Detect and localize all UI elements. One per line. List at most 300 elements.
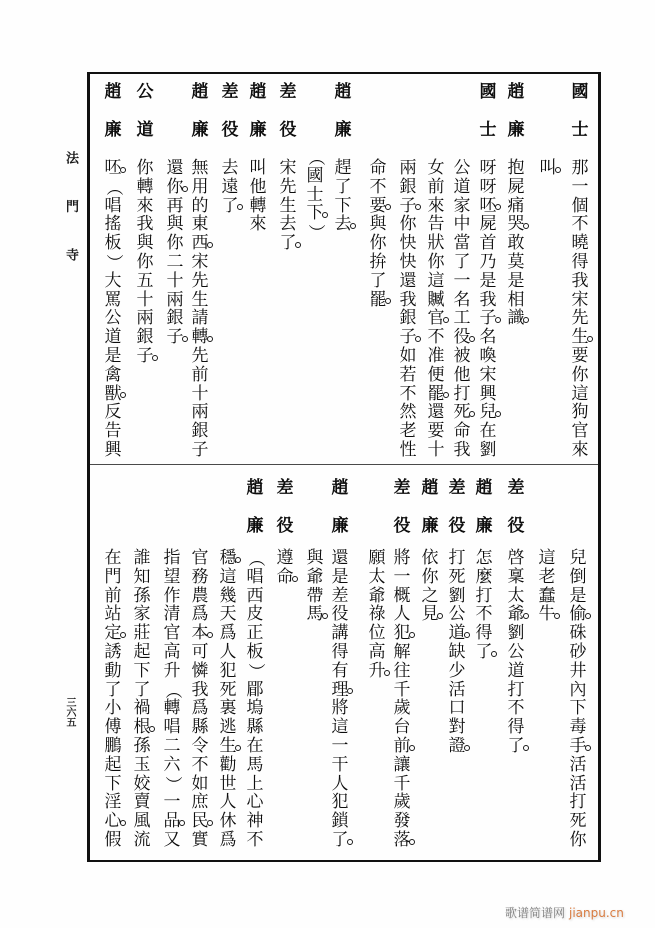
glyph: 干 xyxy=(331,754,349,775)
glyph: 實 xyxy=(191,829,209,850)
glyph: 命 xyxy=(453,421,471,442)
glyph: 我 xyxy=(136,214,154,235)
glyph: 了 xyxy=(331,829,349,850)
script-column xyxy=(472,464,496,854)
speaker-label xyxy=(243,479,267,536)
glyph: 去 xyxy=(279,214,297,235)
glyph: 再 xyxy=(166,195,184,216)
glyph: 呀 xyxy=(479,176,497,197)
speaker-label xyxy=(390,479,414,536)
glyph: 遠 xyxy=(221,176,239,197)
glyph: 來 xyxy=(136,195,154,216)
glyph: 孫 xyxy=(133,735,151,756)
glyph: 了 xyxy=(507,735,525,756)
glyph: 又 xyxy=(163,829,181,850)
glyph: 呀 xyxy=(479,158,497,178)
glyph: 下 xyxy=(306,203,324,224)
glyph: 太 xyxy=(507,585,525,606)
glyph: 然 xyxy=(399,402,417,423)
glyph: 搖 xyxy=(104,214,122,235)
script-column xyxy=(218,73,242,463)
glyph: 農 xyxy=(191,585,209,606)
glyph: 銀 xyxy=(399,176,417,197)
glyph: 死 xyxy=(569,811,587,832)
glyph: 不 xyxy=(571,214,589,235)
glyph: 馬 xyxy=(246,754,264,775)
glyph: 你 xyxy=(136,251,154,272)
dialogue-text xyxy=(276,159,300,253)
glyph: 你 xyxy=(166,233,184,254)
glyph: 不 xyxy=(246,829,264,850)
glyph: 快 xyxy=(399,251,417,272)
glyph: 子 xyxy=(166,327,184,348)
glyph: 兒 xyxy=(479,402,497,423)
glyph: 上 xyxy=(246,773,264,794)
glyph: 這 xyxy=(331,717,349,738)
glyph: 將 xyxy=(331,698,349,719)
glyph: 天 xyxy=(219,604,237,625)
glyph: 鎖 xyxy=(331,811,349,832)
glyph: 工 xyxy=(453,308,471,329)
glyph: 歲 xyxy=(393,698,411,719)
glyph: 來 xyxy=(427,195,445,216)
speaker-label xyxy=(276,83,300,140)
glyph: 誰 xyxy=(133,548,151,568)
glyph: 公 xyxy=(507,641,525,662)
glyph: 我 xyxy=(571,270,589,291)
glyph: 道 xyxy=(136,119,154,140)
glyph: 不 xyxy=(507,698,525,719)
glyph: 與 xyxy=(136,233,154,254)
glyph: 得 xyxy=(571,251,589,272)
glyph: 的 xyxy=(191,195,209,216)
glyph: 二 xyxy=(166,251,184,272)
glyph: 役 xyxy=(448,515,466,536)
glyph: 見 xyxy=(421,604,439,625)
glyph: 先 xyxy=(191,345,209,366)
glyph: 道 xyxy=(448,623,466,644)
glyph: 與 xyxy=(306,548,324,568)
glyph: 郿 xyxy=(246,679,264,700)
dialogue-text xyxy=(331,159,355,234)
glyph: 手 xyxy=(569,735,587,756)
glyph: 之 xyxy=(421,585,439,606)
glyph: 啓 xyxy=(507,548,525,568)
glyph: 趙 xyxy=(104,82,122,102)
script-column xyxy=(535,464,559,854)
script-column xyxy=(424,73,448,463)
glyph: 兒 xyxy=(569,548,587,568)
glyph: 本 xyxy=(191,623,209,644)
dialogue-text xyxy=(188,159,212,460)
glyph: 願 xyxy=(368,548,386,568)
glyph: 去 xyxy=(221,158,239,178)
speaker-label xyxy=(445,479,469,536)
glyph: 差 xyxy=(331,585,349,606)
glyph: 讓 xyxy=(393,754,411,775)
glyph: （ xyxy=(162,681,183,699)
glyph: 憐 xyxy=(191,660,209,681)
glyph: 品 xyxy=(163,811,181,832)
glyph: 廉 xyxy=(475,515,493,536)
glyph: 你 xyxy=(136,158,154,178)
glyph: 了 xyxy=(453,251,471,272)
glyph: 你 xyxy=(421,566,439,587)
glyph: 你 xyxy=(369,233,387,254)
script-column xyxy=(476,73,500,463)
speaker-label xyxy=(218,83,242,140)
glyph: 差 xyxy=(393,478,411,498)
glyph: 前 xyxy=(104,585,122,606)
glyph: 誘 xyxy=(104,641,122,662)
script-column xyxy=(568,73,592,463)
glyph: 世 xyxy=(219,773,237,794)
glyph: 先 xyxy=(279,176,297,197)
glyph: 五 xyxy=(136,270,154,291)
glyph: 井 xyxy=(569,660,587,681)
glyph: 塢 xyxy=(246,698,264,719)
glyph: 轉 xyxy=(191,327,209,348)
glyph: 馬 xyxy=(306,604,324,625)
glyph: 個 xyxy=(571,195,589,216)
glyph: 對 xyxy=(448,717,466,738)
glyph: 往 xyxy=(393,660,411,681)
glyph: 中 xyxy=(453,214,471,235)
glyph: 硃 xyxy=(569,623,587,644)
glyph: 人 xyxy=(393,604,411,625)
dialogue-text xyxy=(216,549,240,850)
glyph: 穩 xyxy=(219,548,237,568)
glyph: 廉 xyxy=(104,119,122,140)
glyph: 趙 xyxy=(191,82,209,102)
dialogue-text xyxy=(160,549,184,850)
glyph: 廉 xyxy=(246,515,264,536)
glyph: 敢 xyxy=(507,233,525,254)
glyph: 打 xyxy=(448,548,466,568)
script-column xyxy=(101,73,125,463)
glyph: 罷 xyxy=(369,289,387,310)
glyph: 我 xyxy=(479,289,497,310)
glyph: 了 xyxy=(133,679,151,700)
glyph: 得 xyxy=(475,623,493,644)
glyph: 一 xyxy=(571,176,589,197)
glyph: 不 xyxy=(369,176,387,197)
dialogue-text xyxy=(130,549,154,850)
script-column xyxy=(331,73,355,463)
glyph: 你 xyxy=(571,364,589,385)
glyph: 女 xyxy=(427,158,445,178)
glyph: 爲 xyxy=(219,623,237,644)
glyph: 升 xyxy=(368,660,386,681)
glyph: 贓 xyxy=(427,289,445,310)
glyph: 趕 xyxy=(334,158,352,178)
glyph: 銀 xyxy=(166,308,184,329)
speaker-label xyxy=(273,479,297,536)
glyph: 那 xyxy=(571,158,589,178)
dialogue-text xyxy=(566,549,590,850)
speaker-label xyxy=(133,83,157,140)
script-column xyxy=(390,464,414,854)
glyph: 不 xyxy=(191,754,209,775)
glyph: 老 xyxy=(538,566,556,587)
glyph: 作 xyxy=(163,585,181,606)
glyph: 得 xyxy=(507,717,525,738)
glyph: 玉 xyxy=(133,754,151,775)
script-column xyxy=(273,464,297,854)
glyph: 概 xyxy=(393,585,411,606)
glyph: 心 xyxy=(104,811,122,832)
glyph: 禍 xyxy=(133,698,151,719)
glyph: 轉 xyxy=(136,176,154,197)
glyph: 准 xyxy=(427,345,445,366)
glyph: 曉 xyxy=(571,233,589,254)
glyph: 如 xyxy=(399,345,417,366)
glyph: 拚 xyxy=(369,251,387,272)
glyph: ） xyxy=(245,662,266,680)
glyph: 依 xyxy=(421,548,439,568)
glyph: 銀 xyxy=(399,308,417,329)
glyph: ） xyxy=(305,224,326,242)
glyph: 快 xyxy=(399,233,417,254)
glyph: 反 xyxy=(104,402,122,423)
glyph: 官 xyxy=(163,623,181,644)
glyph: 役 xyxy=(453,327,471,348)
stage-direction-text xyxy=(303,148,327,242)
glyph: 叫 xyxy=(249,158,267,178)
glyph: 傅 xyxy=(104,717,122,738)
glyph: 升 xyxy=(163,660,181,681)
script-column xyxy=(445,464,469,854)
glyph: 痛 xyxy=(507,195,525,216)
glyph: 還 xyxy=(166,158,184,178)
glyph: 唱 xyxy=(104,195,122,216)
glyph: 要 xyxy=(571,345,589,366)
script-column xyxy=(504,464,528,854)
glyph: 指 xyxy=(163,548,181,568)
glyph: 前 xyxy=(427,176,445,197)
glyph: 罷 xyxy=(427,383,445,404)
glyph: 犯 xyxy=(331,792,349,813)
dialogue-text xyxy=(418,549,442,624)
glyph: 差 xyxy=(221,82,239,102)
glyph: 宋 xyxy=(279,158,297,178)
speaker-label xyxy=(328,479,352,536)
glyph: 趙 xyxy=(475,478,493,498)
script-column xyxy=(365,464,389,854)
glyph: 蠢 xyxy=(538,585,556,606)
glyph: 差 xyxy=(276,478,294,498)
glyph: 廉 xyxy=(507,119,525,140)
glyph: 板 xyxy=(104,233,122,254)
glyph: 皮 xyxy=(246,604,264,625)
glyph: 下 xyxy=(569,698,587,719)
script-column xyxy=(163,73,187,463)
glyph: 下 xyxy=(133,660,151,681)
glyph: 與 xyxy=(166,214,184,235)
glyph: 趙 xyxy=(507,82,525,102)
glyph: 站 xyxy=(104,604,122,625)
glyph: 望 xyxy=(163,566,181,587)
glyph: 名 xyxy=(453,289,471,310)
lower-tier xyxy=(0,464,655,854)
glyph: 犯 xyxy=(219,660,237,681)
dialogue-text xyxy=(366,159,390,309)
speaker-label xyxy=(504,83,528,140)
glyph: 內 xyxy=(569,679,587,700)
glyph: 起 xyxy=(133,641,151,662)
glyph: 廉 xyxy=(331,515,349,536)
glyph: 民 xyxy=(191,811,209,832)
glyph: 休 xyxy=(219,811,237,832)
dialogue-text xyxy=(365,549,389,681)
glyph: 西 xyxy=(191,233,209,254)
glyph: 趙 xyxy=(246,478,264,498)
glyph: 爲 xyxy=(191,698,209,719)
upper-tier xyxy=(0,73,655,463)
glyph: 哭 xyxy=(507,214,525,235)
glyph: 打 xyxy=(453,383,471,404)
glyph: 先 xyxy=(191,270,209,291)
glyph: 裏 xyxy=(219,698,237,719)
glyph: （ xyxy=(103,178,124,196)
glyph: 毒 xyxy=(569,717,587,738)
glyph: 理 xyxy=(331,679,349,700)
glyph: 不 xyxy=(427,327,445,348)
glyph: 太 xyxy=(368,566,386,587)
glyph: 要 xyxy=(369,195,387,216)
glyph: 打 xyxy=(569,792,587,813)
script-column xyxy=(246,73,270,463)
glyph: 這 xyxy=(219,566,237,587)
glyph: 道 xyxy=(453,176,471,197)
glyph: 得 xyxy=(331,641,349,662)
dialogue-text xyxy=(568,159,592,460)
glyph: 了 xyxy=(221,195,239,216)
glyph: 興 xyxy=(479,383,497,404)
glyph: 狀 xyxy=(427,233,445,254)
glyph: 老 xyxy=(399,421,417,442)
glyph: 來 xyxy=(571,439,589,460)
glyph: 六 xyxy=(163,754,181,775)
running-title: 法門寺 xyxy=(63,151,78,297)
glyph: 了 xyxy=(279,233,297,254)
glyph: 廉 xyxy=(334,119,352,140)
glyph: 爺 xyxy=(507,604,525,625)
glyph: 士 xyxy=(479,119,497,140)
glyph: 唱 xyxy=(246,566,264,587)
dialogue-text xyxy=(328,549,352,850)
dialogue-text xyxy=(424,159,448,460)
glyph: 趙 xyxy=(334,82,352,102)
glyph: 官 xyxy=(427,308,445,329)
dialogue-text xyxy=(472,549,496,662)
glyph: 差 xyxy=(507,478,525,498)
stage-direction-column xyxy=(303,73,327,463)
glyph: 獸 xyxy=(104,383,122,404)
glyph: 宋 xyxy=(479,364,497,385)
glyph: 爲 xyxy=(219,829,237,850)
speaker-label xyxy=(331,83,355,140)
glyph: 十 xyxy=(191,383,209,404)
glyph: 抱 xyxy=(507,158,525,178)
glyph: ） xyxy=(162,775,183,793)
watermark-site-name: 歌谱简谱网 xyxy=(505,906,566,920)
glyph: 如 xyxy=(191,773,209,794)
glyph: 官 xyxy=(571,421,589,442)
glyph: 缺 xyxy=(448,641,466,662)
glyph: 你 xyxy=(427,251,445,272)
glyph: 鵬 xyxy=(104,735,122,756)
script-column xyxy=(276,73,300,463)
glyph: 呸 xyxy=(479,195,497,216)
glyph: 便 xyxy=(427,364,445,385)
glyph: 活 xyxy=(569,773,587,794)
dialogue-text xyxy=(273,549,297,587)
dialogue-text xyxy=(243,549,267,850)
glyph: 子 xyxy=(479,308,497,329)
glyph: 你 xyxy=(166,176,184,197)
glyph: 犯 xyxy=(393,623,411,644)
glyph: 打 xyxy=(475,585,493,606)
glyph: 名 xyxy=(479,327,497,348)
glyph: 祿 xyxy=(368,604,386,625)
glyph: 打 xyxy=(507,679,525,700)
glyph: 役 xyxy=(276,515,294,536)
glyph: 要 xyxy=(427,421,445,442)
glyph: 差 xyxy=(448,478,466,498)
glyph: 一 xyxy=(163,792,181,813)
glyph: 士 xyxy=(306,184,324,205)
glyph: 賣 xyxy=(133,792,151,813)
glyph: 門 xyxy=(104,566,122,587)
glyph: 有 xyxy=(331,660,349,681)
glyph: 告 xyxy=(104,421,122,442)
dialogue-text xyxy=(396,159,420,460)
glyph: 役 xyxy=(331,604,349,625)
glyph: 兩 xyxy=(166,289,184,310)
glyph: 用 xyxy=(191,176,209,197)
glyph: 幾 xyxy=(219,585,237,606)
dialogue-text xyxy=(163,159,187,347)
glyph: 人 xyxy=(219,792,237,813)
glyph: 廉 xyxy=(191,119,209,140)
glyph: 是 xyxy=(569,585,587,606)
glyph: 偷 xyxy=(569,604,587,625)
glyph: 稟 xyxy=(507,566,525,587)
dialogue-text xyxy=(476,159,500,460)
glyph: 劉 xyxy=(448,585,466,606)
glyph: 趙 xyxy=(249,82,267,102)
glyph: 生 xyxy=(571,327,589,348)
glyph: 心 xyxy=(246,792,264,813)
glyph: 是 xyxy=(507,270,525,291)
glyph: 縣 xyxy=(246,717,264,738)
glyph: 與 xyxy=(369,214,387,235)
glyph: 廉 xyxy=(249,119,267,140)
glyph: 子 xyxy=(399,195,417,216)
script-column xyxy=(188,464,212,854)
script-column xyxy=(216,464,240,854)
glyph: 倒 xyxy=(569,566,587,587)
glyph: 狗 xyxy=(571,402,589,423)
glyph: 識 xyxy=(507,308,525,329)
glyph: 銀 xyxy=(191,421,209,442)
glyph: 宋 xyxy=(191,251,209,272)
glyph: 不 xyxy=(475,604,493,625)
glyph: 生 xyxy=(191,289,209,310)
glyph: 不 xyxy=(399,383,417,404)
glyph: 生 xyxy=(279,195,297,216)
